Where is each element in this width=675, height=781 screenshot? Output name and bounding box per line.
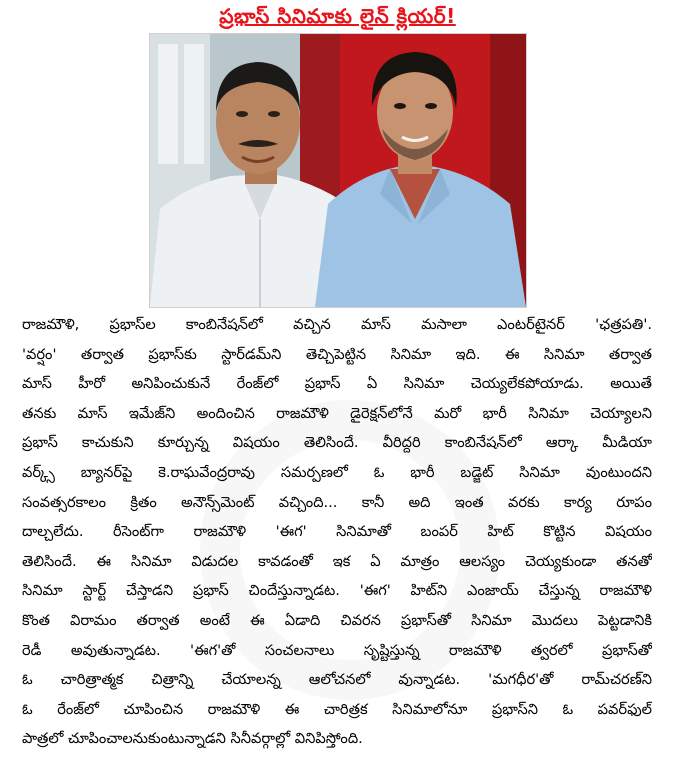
article-line: తెలిసిందే. ఈ సినిమా విడుదల కావడంతో ఇక ఏ మాత్రం ఆలస్యం చెయ్యకుండా తనతో [22, 552, 652, 570]
article-line: సంవత్సరకాలం క్రితం అనౌన్స్‌మెంట్ వచ్చింది... కానీ అది ఇంత వరకు కార్య రూపం [22, 493, 652, 511]
article-line: మాస్ హీరో అనిపించుకునే రేంజ్‌లో ప్రభాస్ ఏ సినిమా చెయ్యలేకపోయాడు. అయితే [22, 375, 652, 393]
article-line: తనకు మాస్ ఇమేజ్‌ని అందించిన రాజమౌళి డైరెక్షన్‌లోనే మరో భారీ సినిమా చెయ్యాలని [22, 404, 652, 422]
photo-two-men-illustration [150, 34, 526, 307]
article-line: సినిమా స్టార్ట్ చేస్తాడని ప్రభాస్ చిందేస్తున్నాడట. 'ఈగ' హిట్‌ని ఎంజాయ్ చేస్తున్న రాజమౌళి [22, 582, 652, 600]
article-line: రాజమౌళి, ప్రభాస్‌ల కాంబినేషన్‌లో వచ్చిన మాస్ మసాలా ఎంటర్‌టైనర్ 'ఛత్రపతి'. [22, 316, 652, 333]
article-line: 'వర్షం' తర్వాత ప్రభాస్‌కు స్టార్‌డమ్‌ని తెచ్చిపెట్టిన సినిమా ఇది. ఈ సినిమా తర్వాత [22, 345, 652, 363]
article-line: దాల్చలేదు. రీసెంట్‌గా రాజమౌళి 'ఈగ' సినిమాతో బంపర్ హిట్ కొట్టిన విషయం [22, 523, 652, 541]
article-line: ఓ రేంజ్‌లో చూపించిన రాజమౌళి ఈ చారిత్రక సినిమాలోనూ ప్రభాస్‌ని ఓ పవర్‌ఫుల్ [22, 700, 652, 718]
article-line: వర్క్స్ బ్యానర్‌పై కె.రాఘవేంద్రరావు సమర్పణలో ఓ భారీ బడ్జెట్ సినిమా వుంటుందని [22, 463, 652, 481]
article-photo [149, 33, 527, 308]
article-line: రెడీ అవుతున్నాడట. 'ఈగ'తో సంచలనాలు సృష్టిస్తున్న రాజమౌళి త్వరలో ప్రభాస్‌తో [22, 641, 652, 659]
headline: ప్రభాస్ సినిమాకు లైన్ క్లియర్! [219, 4, 456, 28]
article-line: ఓ చారిత్రాత్మక చిత్రాన్ని చేయాలన్న ఆలోచనలో వున్నాడట. 'మగధీర'తో రామ్‌చరణ్‌ని [22, 671, 652, 689]
article-body [22, 310, 652, 754]
article-line: ప్రభాస్ కాచుకుని కూర్చున్న విషయం తెలిసిందే. వీరిద్దరి కాంబినేషన్‌లో ఆర్కా మీడియా [22, 434, 652, 452]
article-line: పాత్రలో చూపించాలనుకుంటున్నాడని సినీవర్గాల్లో వినిపిస్తోంది. [22, 730, 363, 748]
article-line: కొంత విరామం తర్వాత అంటే ఈ ఏడాది చివరన ప్రభాస్‌తో సినిమా మొదలు పెట్టడానికి [22, 611, 652, 629]
